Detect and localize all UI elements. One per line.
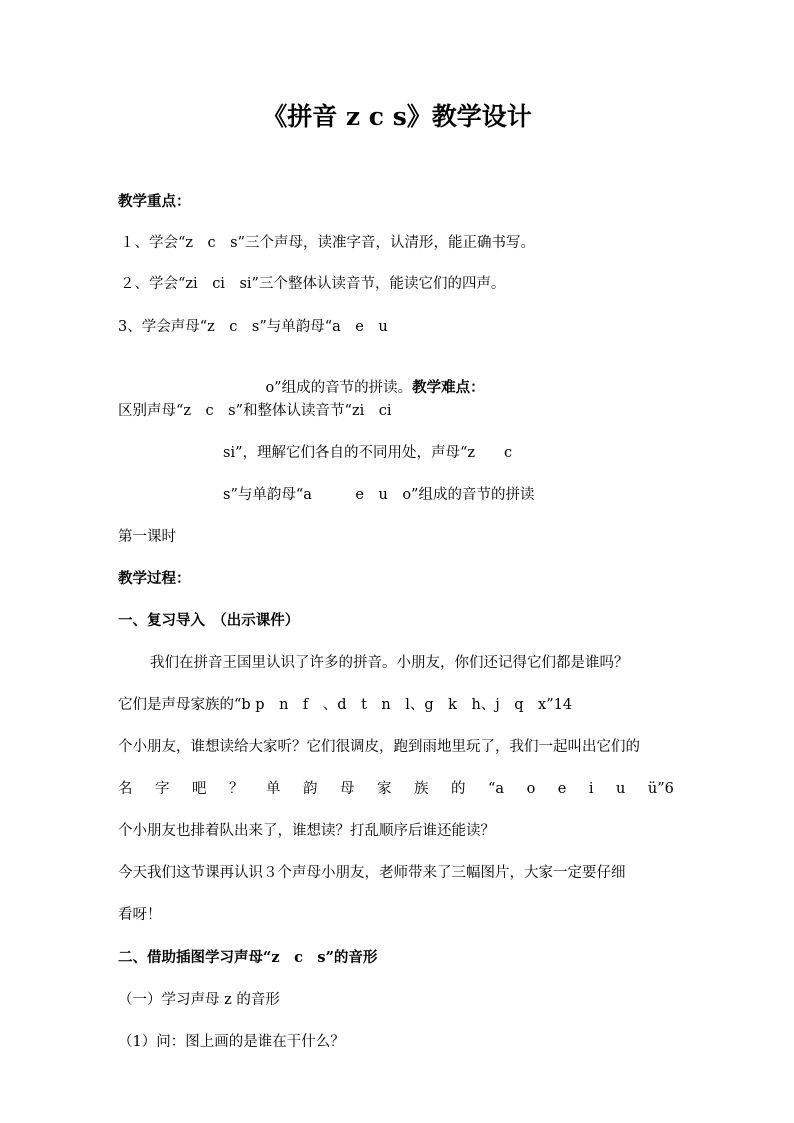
- subsection-1-heading: （一）学习声母 z 的音形: [118, 992, 280, 1008]
- paragraph-2-line-1: 今天我们这节课再认识３个声母小朋友，老师带来了三幅图片，大家一定要仔细: [118, 865, 626, 881]
- key-point-2: ２、学会“zi ci si”三个整体认读音节，能读它们的四声。: [120, 276, 506, 292]
- text-segment: 名: [118, 781, 133, 797]
- text-segment: 家: [377, 781, 392, 797]
- difficulty-line-3: s”与单韵母“a e u o”组成的音节的拼读: [223, 487, 535, 503]
- paragraph-1-line-4: [118, 779, 674, 799]
- text-segment: 字: [155, 781, 170, 797]
- section-1-heading: 一、复习导入 （出示课件）: [118, 612, 300, 629]
- text-segment: “a: [488, 781, 505, 797]
- text-segment: e: [557, 781, 567, 797]
- text-segment: 吧: [192, 781, 207, 797]
- question-1: （1）问：图上画的是谁在干什么？: [118, 1034, 345, 1050]
- difficulty-line-1: 区别声母“z c s”和整体认读音节“zi ci: [118, 403, 392, 419]
- key-point-3-line-1: 3、学会声母“z c s”与单韵母“a e u: [118, 319, 388, 335]
- document-title: 《拼音 z c s》教学设计: [262, 102, 532, 131]
- difficulty-heading: 教学难点：: [412, 379, 485, 396]
- difficulty-line-2: si”，理解它们各自的不同用处，声母“z c: [223, 445, 513, 461]
- key-points-heading: 教学重点：: [118, 193, 191, 210]
- paragraph-1-line-2: 它们是声母家族的“b p n f 、d t n l、g k h、j q x”14: [118, 697, 573, 713]
- process-heading: 教学过程：: [118, 570, 191, 587]
- text-segment: ü”6: [647, 781, 674, 797]
- text-segment: ？: [229, 781, 244, 797]
- text-segment: 族: [414, 781, 429, 797]
- section-2-heading: 二、借助插图学习声母“z c s”的音形: [118, 949, 378, 966]
- text-segment: o: [526, 781, 536, 797]
- paragraph-1-line-1: 我们在拼音王国里认识了许多的拼音。小朋友，你们还记得它们都是谁吗？: [150, 655, 629, 671]
- paragraph-1-line-3: 个小朋友，谁想读给大家听？它们很调皮，跑到雨地里玩了，我们一起叫出它们的: [118, 739, 640, 755]
- paragraph-2-line-2: 看呀！: [118, 907, 162, 923]
- text-segment: u: [616, 781, 626, 797]
- text-segment: 单: [266, 781, 281, 797]
- text-segment: 韵: [303, 781, 318, 797]
- key-point-1: １、学会“z c s”三个声母，读准字音，认清形，能正确书写。: [120, 235, 536, 251]
- paragraph-1-line-5: 个小朋友也排着队出来了，谁想读？打乱顺序后谁还能读？: [118, 823, 495, 839]
- text-segment: i: [588, 781, 594, 797]
- key-point-3-text: o”组成的音节的拼读。: [265, 380, 413, 396]
- text-segment: 母: [340, 781, 355, 797]
- lesson-label: 第一课时: [118, 529, 176, 545]
- text-segment: 的: [451, 781, 466, 797]
